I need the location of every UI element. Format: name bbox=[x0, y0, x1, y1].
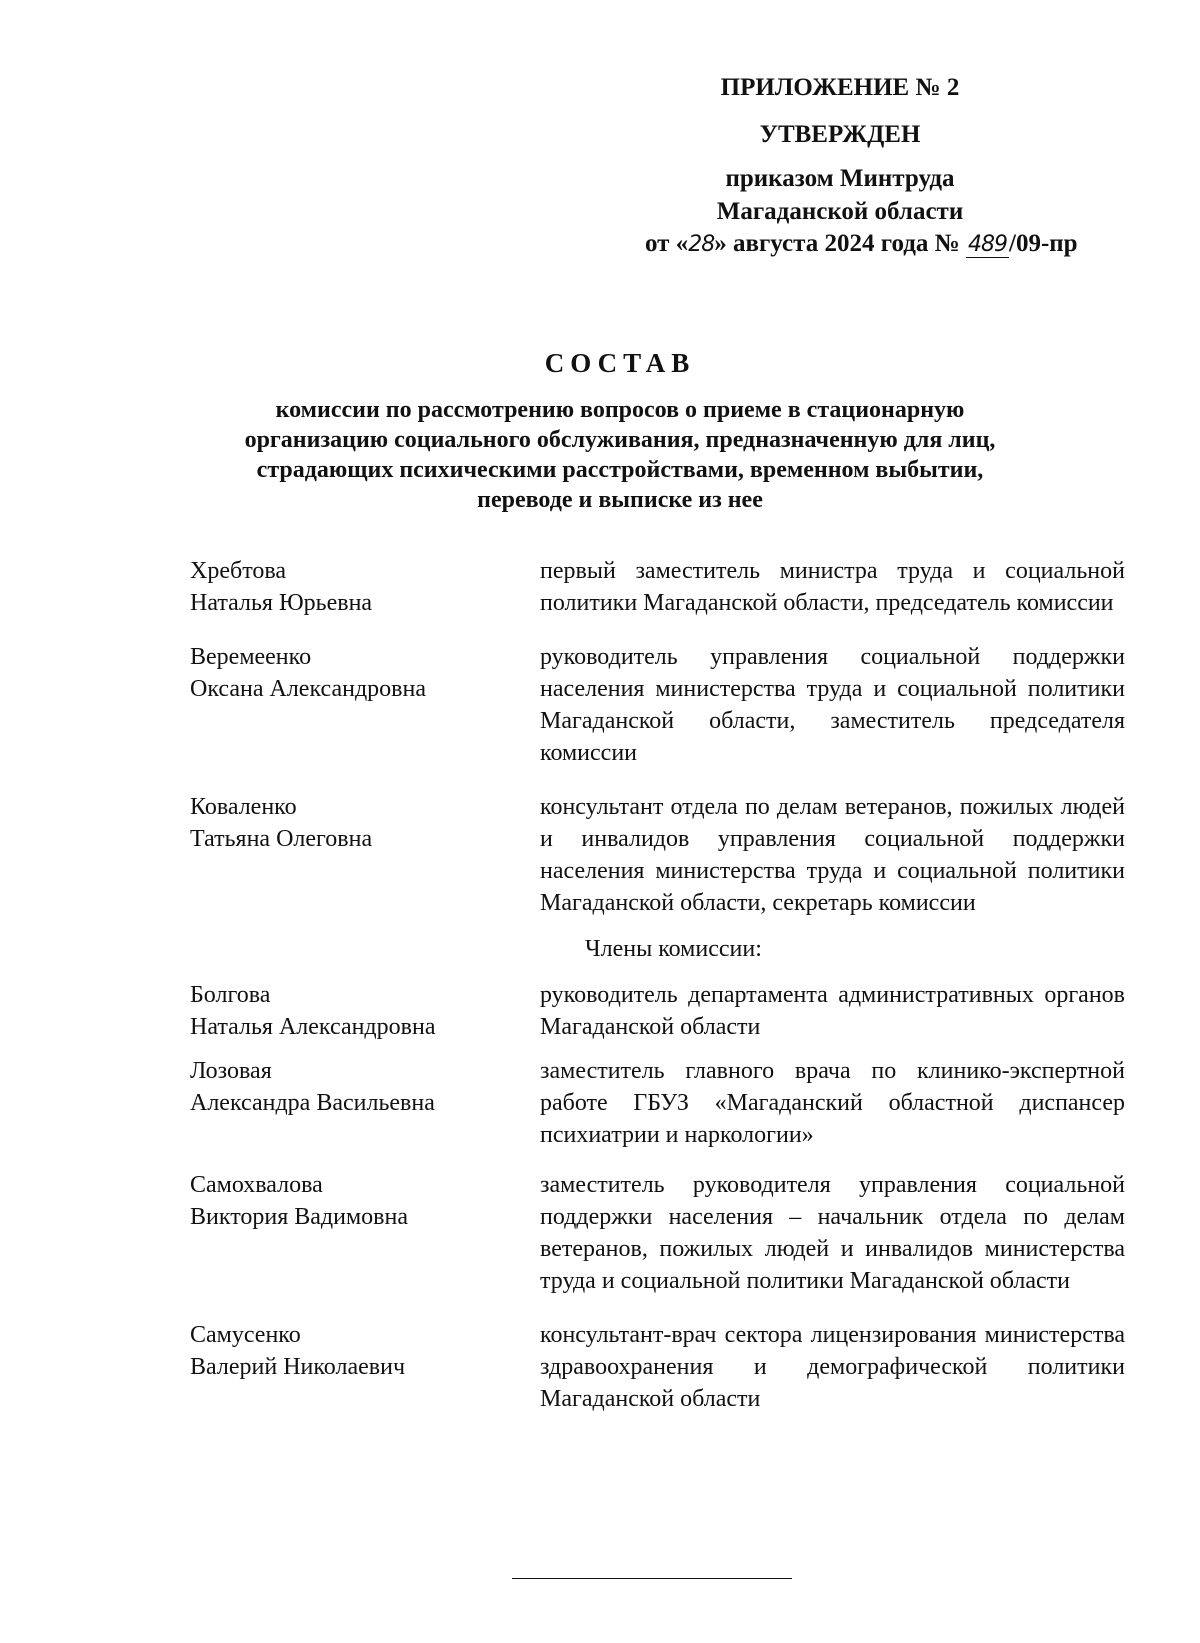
member-name bbox=[190, 1169, 535, 1297]
member-given-names: Виктория Вадимовна bbox=[190, 1204, 408, 1230]
date-mid: » августа 2024 года № bbox=[714, 230, 960, 257]
subtitle-line: переводе и выписке из нее bbox=[477, 487, 763, 513]
members-heading: Члены комиссии: bbox=[585, 936, 762, 962]
closing-rule bbox=[512, 1578, 792, 1579]
date-prefix: от « bbox=[645, 230, 689, 257]
member-row bbox=[190, 1055, 1125, 1151]
member-surname: Болгова bbox=[190, 982, 271, 1008]
member-role: руководитель управления социальной поддержки населения министерства труда и социальной политики Магаданской области, заместитель председателя комиссии bbox=[540, 644, 1125, 766]
member-given-names: Оксана Александровна bbox=[190, 676, 426, 702]
order-line-2: Магаданской области bbox=[716, 197, 964, 225]
approved-label: УТВЕРЖДЕН bbox=[759, 120, 921, 148]
member-surname: Коваленко bbox=[190, 794, 297, 820]
member-given-names: Татьяна Олеговна bbox=[190, 826, 373, 852]
member-row bbox=[190, 641, 1125, 769]
member-role: руководитель департамента административных органов Магаданской области bbox=[540, 982, 1125, 1040]
member-name bbox=[190, 791, 535, 919]
member-name bbox=[190, 641, 535, 769]
member-row bbox=[190, 555, 1125, 619]
member-role: первый заместитель министра труда и социальной политики Магаданской области, председатель комиссии bbox=[540, 558, 1125, 616]
member-role: заместитель главного врача по клинико-экспертной работе ГБУЗ «Магаданский областной диспансер психиатрии и наркологии» bbox=[540, 1058, 1125, 1148]
appendix-label: ПРИЛОЖЕНИЕ № 2 bbox=[720, 74, 960, 101]
member-role: заместитель руководителя управления социальной поддержки населения – начальник отдела по делам ветеранов, пожилых людей и инвалидов министерства труда и социальной политики Магаданской области bbox=[540, 1172, 1125, 1294]
member-name bbox=[190, 1319, 535, 1415]
member-row bbox=[190, 1319, 1125, 1415]
document-title: СОСТАВ bbox=[544, 348, 696, 378]
subtitle-line: страдающих психическими расстройствами, временном выбытии, bbox=[256, 457, 984, 483]
subtitle-line: комиссии по рассмотрению вопросов о приеме в стационарную bbox=[275, 397, 965, 423]
member-role: консультант отдела по делам ветеранов, пожилых людей и инвалидов управления социальной поддержки населения министерства труда и социальной политики Магаданской области, секретарь комиссии bbox=[540, 794, 1125, 916]
order-number-suffix: /09-пр bbox=[1009, 230, 1078, 257]
subtitle-line: организацию социального обслуживания, предназначенную для лиц, bbox=[244, 427, 996, 453]
handwritten-order-number: 489 bbox=[968, 232, 1007, 257]
order-line-1: приказом Минтруда bbox=[725, 165, 955, 192]
member-role: консультант-врач сектора лицензирования министерства здравоохранения и демографической политики Магаданской области bbox=[540, 1322, 1125, 1412]
member-name bbox=[190, 979, 535, 1043]
member-surname: Веремеенко bbox=[190, 644, 312, 670]
order-date-line bbox=[645, 228, 1160, 261]
member-row bbox=[190, 791, 1125, 919]
member-surname: Самусенко bbox=[190, 1322, 301, 1348]
document-subtitle bbox=[170, 395, 1070, 515]
member-given-names: Александра Васильевна bbox=[190, 1090, 435, 1116]
approval-header bbox=[560, 72, 1160, 261]
member-surname: Хребтова bbox=[190, 558, 287, 584]
member-given-names: Валерий Николаевич bbox=[190, 1354, 406, 1380]
handwritten-day: 28 bbox=[688, 232, 715, 257]
member-name bbox=[190, 555, 535, 619]
member-given-names: Наталья Александровна bbox=[190, 1014, 436, 1040]
member-name bbox=[190, 1055, 535, 1151]
member-surname: Самохвалова bbox=[190, 1172, 323, 1198]
member-surname: Лозовая bbox=[190, 1058, 272, 1084]
commission-composition bbox=[190, 555, 1125, 1415]
member-given-names: Наталья Юрьевна bbox=[190, 590, 373, 616]
member-row bbox=[190, 1169, 1125, 1297]
member-row bbox=[190, 979, 1125, 1043]
